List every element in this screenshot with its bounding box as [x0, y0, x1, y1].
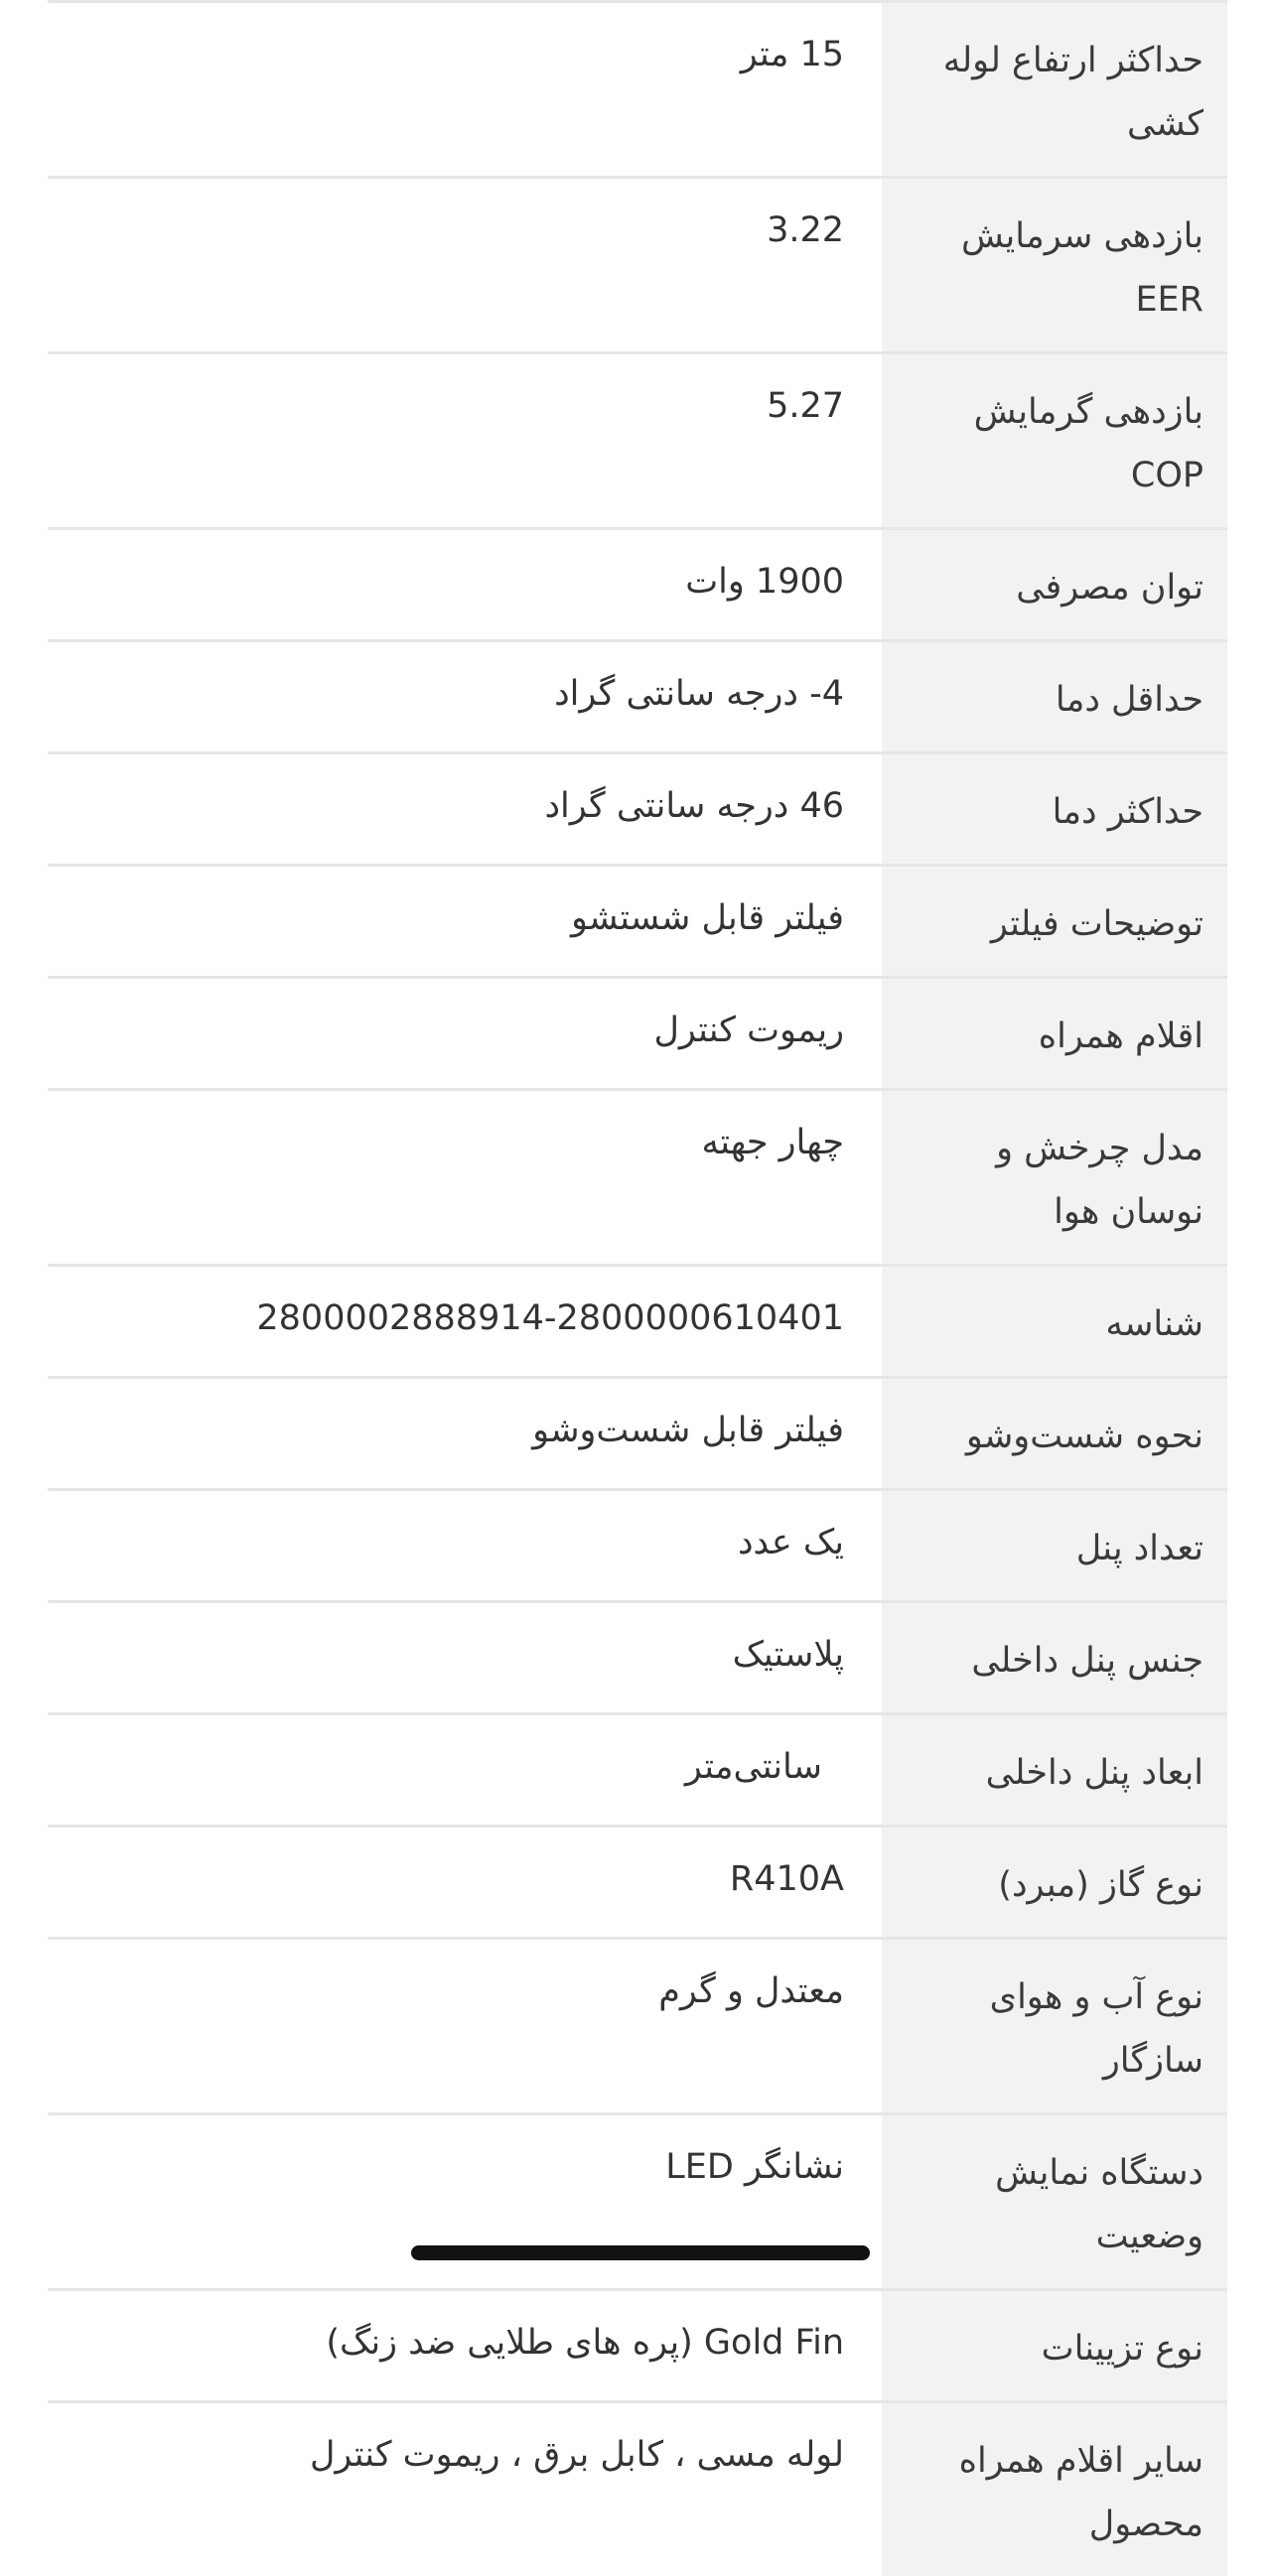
spec-value: 4- درجه سانتی گراد [554, 674, 844, 714]
spec-value: ریموت کنترل [653, 1011, 844, 1050]
spec-label: توان مصرفی [882, 530, 1227, 639]
spec-row-airflow-swing [48, 1091, 1227, 1267]
spec-label: نوع گاز (مبرد) [882, 1828, 1227, 1937]
spec-label: سایر اقلام همراه محصول [882, 2403, 1227, 2576]
spec-value: 3.22 [767, 210, 844, 250]
spec-label: نوع آب و هوای سازگار [882, 1940, 1227, 2112]
home-indicator[interactable] [411, 2245, 870, 2260]
spec-value: پلاستیک [732, 1635, 844, 1675]
spec-table [48, 0, 1227, 2576]
spec-row-min-temp [48, 642, 1227, 754]
spec-row-identifier [48, 1267, 1227, 1379]
spec-label: بازدهی سرمایش EER [882, 179, 1227, 351]
spec-value: فیلتر قابل شست‌وشو [532, 1411, 844, 1450]
spec-label: توضیحات فیلتر [882, 867, 1227, 976]
spec-row-refrigerant [48, 1828, 1227, 1940]
spec-row-max-temp [48, 754, 1227, 867]
spec-value: نشانگر LED [665, 2147, 844, 2187]
spec-value: 46 درجه سانتی گراد [544, 786, 844, 826]
spec-row-included-items [48, 979, 1227, 1091]
spec-value: یک عدد [737, 1523, 844, 1562]
spec-label: بازدهی گرمایش COP [882, 354, 1227, 527]
spec-row-decoration [48, 2291, 1227, 2403]
spec-value: R410A [729, 1859, 844, 1899]
spec-row-cop [48, 354, 1227, 530]
spec-label: نحوه شست‌وشو [882, 1379, 1227, 1488]
spec-value: چهار جهته [701, 1123, 844, 1162]
spec-row-panel-count [48, 1491, 1227, 1603]
spec-row-panel-dimensions [48, 1715, 1227, 1828]
spec-label: دستگاه نمایش وضعیت [882, 2115, 1227, 2288]
spec-label: حداکثر دما [882, 754, 1227, 864]
spec-row-eer [48, 179, 1227, 354]
spec-label: مدل چرخش و نوسان هوا [882, 1091, 1227, 1264]
spec-value: Gold Fin (پره های طلایی ضد زنگ) [326, 2323, 844, 2363]
spec-label: جنس پنل داخلی [882, 1603, 1227, 1712]
spec-value: فیلتر قابل شستشو [570, 898, 844, 938]
spec-row-status-display [48, 2115, 1227, 2291]
spec-value: 1900 وات [685, 562, 844, 602]
spec-value: 15 متر [740, 35, 844, 74]
spec-label: ابعاد پنل داخلی [882, 1715, 1227, 1825]
spec-value: لوله مسی ، کابل برق ، ریموت کنترل [309, 2435, 844, 2475]
spec-value: 2800002888914-2800000610401 [256, 1298, 844, 1338]
spec-row-wash-method [48, 1379, 1227, 1491]
spec-label: نوع تزیینات [882, 2291, 1227, 2400]
spec-row-panel-material [48, 1603, 1227, 1715]
spec-label: حداکثر ارتفاع لوله کشی [882, 3, 1227, 176]
spec-label: اقلام همراه [882, 979, 1227, 1088]
spec-row-climate [48, 1940, 1227, 2115]
spec-label: حداقل دما [882, 642, 1227, 751]
spec-label: تعداد پنل [882, 1491, 1227, 1600]
spec-value: معتدل و گرم [658, 1971, 844, 2011]
spec-value: 5.27 [767, 386, 844, 426]
spec-row-other-items [48, 2403, 1227, 2576]
spec-row-filter-description [48, 867, 1227, 979]
spec-label: شناسه [882, 1267, 1227, 1376]
spec-row-max-pipe-height [48, 0, 1227, 179]
spec-row-power [48, 530, 1227, 642]
spec-value: سانتی‌متر [684, 1747, 822, 1787]
